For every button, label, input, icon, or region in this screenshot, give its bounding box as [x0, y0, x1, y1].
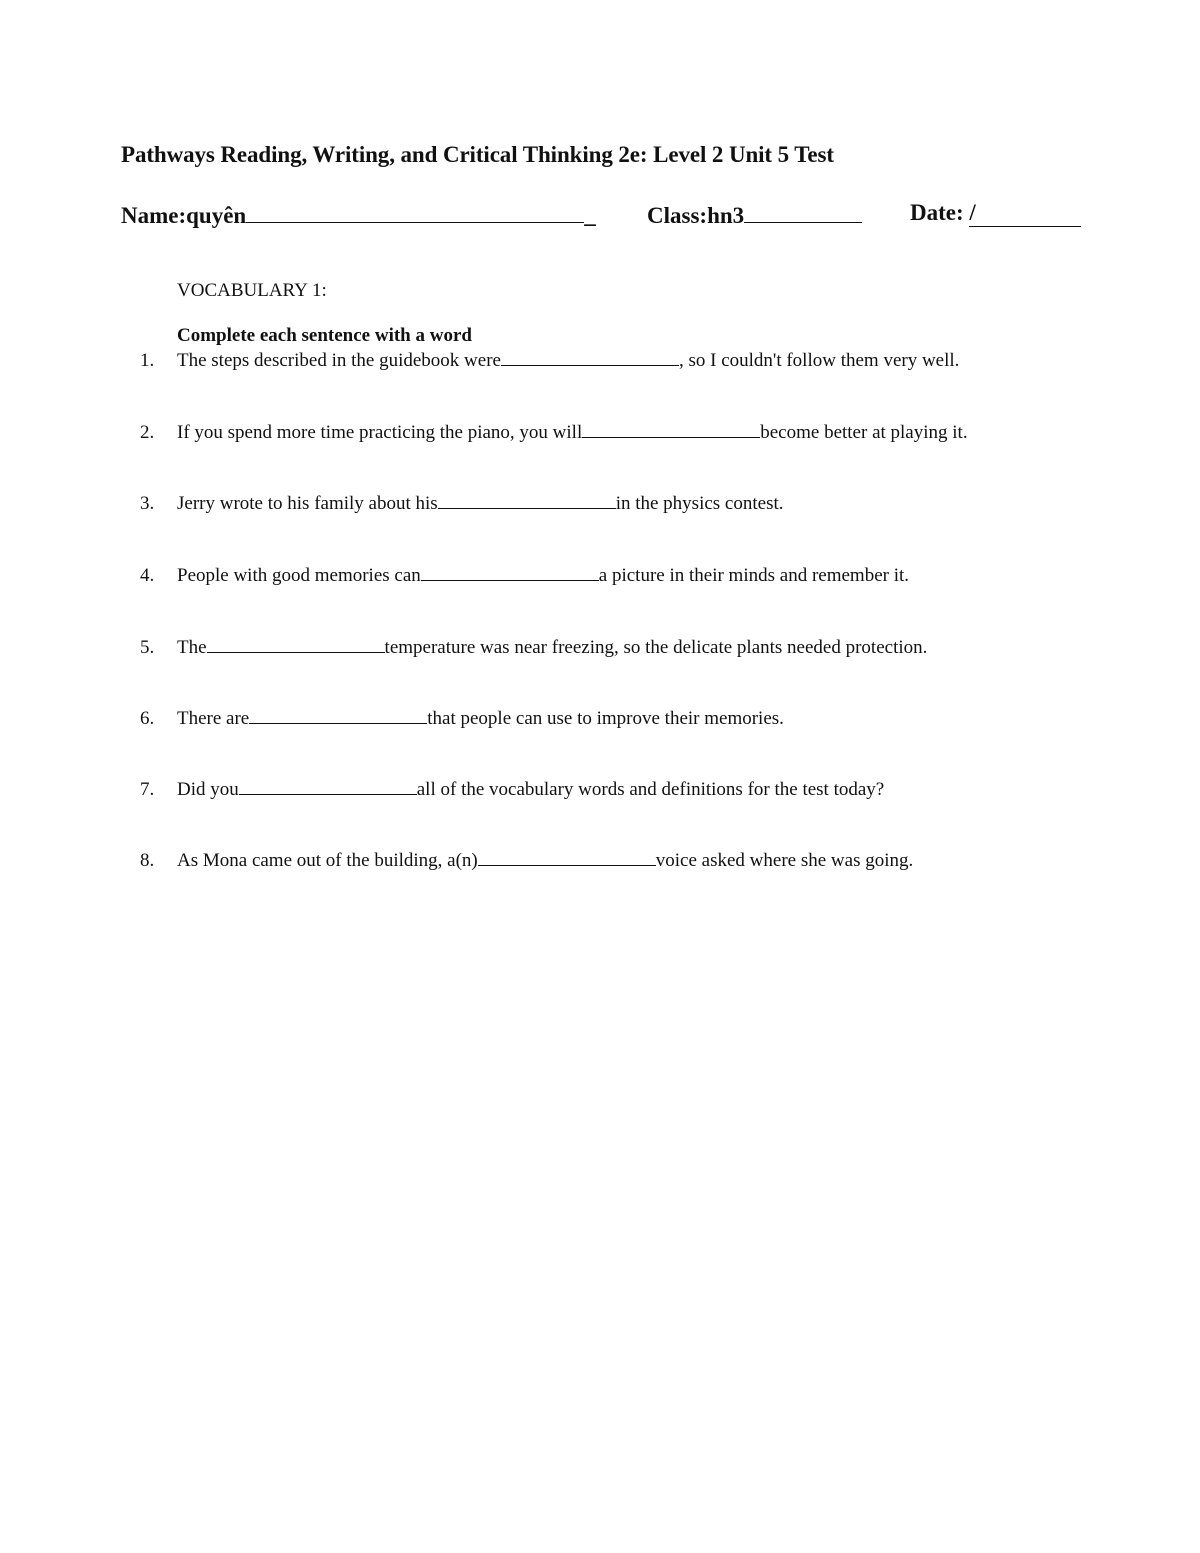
question-number: 5.: [140, 637, 155, 658]
question-text-before: Did you: [177, 779, 239, 800]
name-trailing: _: [584, 203, 596, 228]
question-text-before: If you spend more time practicing the piano, you will: [177, 422, 583, 443]
question-text-before: There are: [177, 708, 250, 729]
answer-blank[interactable]: [438, 492, 616, 509]
question-text-before: As Mona came out of the building, a(n): [177, 850, 478, 871]
question-number: 8.: [140, 850, 155, 871]
question-text-before: People with good memories can: [177, 565, 421, 586]
answer-blank[interactable]: [421, 564, 599, 581]
name-underline: [246, 200, 584, 223]
question-text-before: The steps described in the guidebook were: [177, 350, 501, 371]
question-number: 3.: [140, 493, 155, 514]
question-text-before: The: [177, 637, 207, 658]
question-number: 2.: [140, 422, 155, 443]
question-text-after: voice asked where she was going.: [655, 850, 914, 871]
section-instruction: Complete each sentence with a word: [177, 325, 472, 346]
question-item: [140, 492, 784, 515]
question-number: 6.: [140, 708, 155, 729]
document-title: Pathways Reading, Writing, and Critical Thinking 2e: Level 2 Unit 5 Test: [121, 142, 834, 167]
answer-blank[interactable]: [249, 707, 427, 724]
question-text-after: that people can use to improve their memories.: [427, 708, 784, 729]
question-number: 1.: [140, 350, 155, 371]
answer-blank[interactable]: [478, 849, 656, 866]
question-text-after: temperature was near freezing, so the delicate plants needed protection.: [384, 637, 928, 658]
answer-blank[interactable]: [207, 636, 385, 653]
answer-blank[interactable]: [239, 778, 417, 795]
date-value: /: [969, 200, 1081, 227]
section-heading: VOCABULARY 1:: [177, 280, 327, 301]
class-label: Class:: [647, 203, 708, 228]
question-number: 4.: [140, 565, 155, 586]
question-text-after: become better at playing it.: [760, 422, 968, 443]
question-text-after: a picture in their minds and remember it.: [598, 565, 910, 586]
answer-blank[interactable]: [582, 421, 760, 438]
question-text-before: Jerry wrote to his family about his: [177, 493, 438, 514]
date-field-group: [910, 200, 1081, 227]
question-text-after: in the physics contest.: [615, 493, 784, 514]
question-text-after: all of the vocabulary words and definitions for the test today?: [416, 779, 885, 800]
answer-blank[interactable]: [501, 349, 679, 366]
question-number: 7.: [140, 779, 155, 800]
question-item: [140, 849, 913, 872]
class-underline: [744, 200, 862, 223]
name-label: Name:: [121, 203, 187, 228]
date-label: Date:: [910, 200, 964, 225]
question-text-after: , so I couldn't follow them very well.: [678, 350, 960, 371]
class-value: hn3: [707, 203, 745, 228]
name-value: quyên: [186, 203, 247, 228]
class-field-group: [647, 200, 862, 229]
question-item: [140, 778, 884, 801]
question-item: [140, 636, 927, 659]
name-field-group: [121, 200, 596, 229]
question-item: [140, 349, 959, 372]
question-item: [140, 421, 968, 444]
question-item: [140, 564, 909, 587]
question-item: [140, 707, 784, 730]
